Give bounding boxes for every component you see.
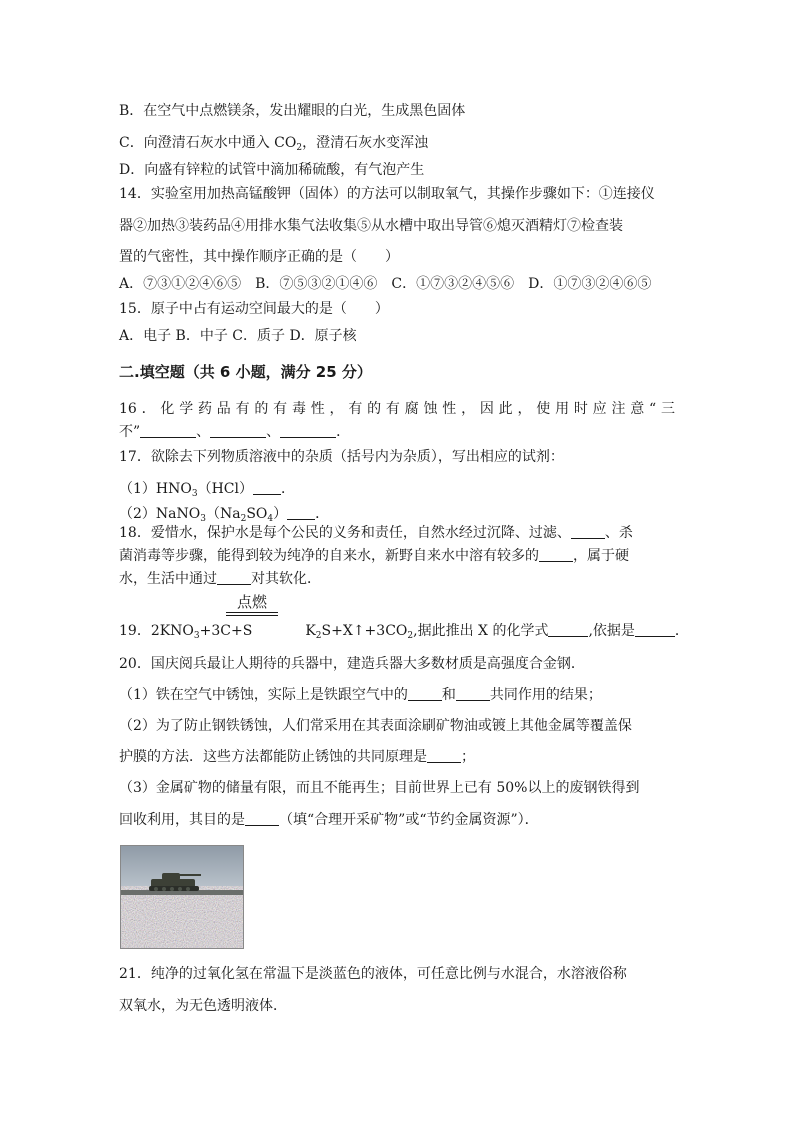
q17-stem: 17．欲除去下列物质溶液中的杂质（括号内为杂质），写出相应的试剂： xyxy=(119,449,564,465)
reaction-condition xyxy=(226,593,278,611)
answer-blank[interactable] xyxy=(408,685,442,701)
q17-item1: $(1)HNO_3(HCl)$ ． xyxy=(119,481,295,499)
answer-blank[interactable] xyxy=(217,569,251,585)
q16-line2: 不” 、 、 ． xyxy=(119,424,351,440)
tank-photo-icon xyxy=(120,845,244,949)
q21-line1: 21．纯净的过氧化氢在常温下是淡蓝色的液体，可任意比例与水混合，水溶液俗称 xyxy=(119,966,627,982)
q20-item1: （1）铁在空气中锈蚀，实际上是铁跟空气中的 和 共同作用的结果； xyxy=(119,687,602,703)
q14-options: A．⑦③①②④⑥⑤ B．⑦⑤③②①④⑥ C．①⑦③②④⑤⑥ D．①⑦③②④⑥⑤ xyxy=(119,276,652,292)
answer-blank[interactable] xyxy=(253,479,281,495)
reaction-condition-text: 点燃 xyxy=(236,593,267,611)
q13-option-b: B．在空气中点燃镁条，发出耀眼的白光，生成黑色固体 xyxy=(119,103,466,119)
answer-blank[interactable] xyxy=(571,523,605,539)
q17-item2: $(2)NaNO_3(Na_2SO_4)$ ． xyxy=(119,506,330,524)
q20-item2-line1: （2）为了防止钢铁锈蚀，人们常采用在其表面涂刷矿物油或镀上其他金属等覆盖保 xyxy=(119,718,632,734)
q20-stem: 20．国庆阅兵最让人期待的兵器中，建造兵器大多数材质是高强度合金钢． xyxy=(119,656,585,672)
answer-blank[interactable] xyxy=(456,685,490,701)
q15-options: A．电子 B．中子 C．质子 D．原子核 xyxy=(119,328,357,344)
q18-line1: 18．爱惜水，保护水是每个公民的义务和责任，自然水经过沉降、过滤、 、杀 xyxy=(119,525,633,541)
q14-line3: 置的气密性，其中操作顺序正确的是（ ） xyxy=(119,249,399,265)
answer-blank[interactable] xyxy=(245,810,279,826)
q15-stem: 15．原子中占有运动空间最大的是（ ） xyxy=(119,301,389,317)
q14-line1: 14．实验室用加热高锰酸钾（固体）的方法可以制取氧气，其操作步骤如下：①连接仪 xyxy=(119,186,655,202)
q20-item2-line2: 护膜的方法．这些方法都能防止锈蚀的共同原理是 ； xyxy=(119,749,475,765)
equals-bar-top xyxy=(226,612,278,613)
q20-item3-line1: （3）金属矿物的储量有限，而且不能再生；目前世界上已有 50%以上的废钢铁得到 xyxy=(119,780,640,796)
answer-blank[interactable] xyxy=(635,621,675,637)
q18-line2: 菌消毒等步骤，能得到较为纯净的自来水，新野自来水中溶有较多的 ，属于硬 xyxy=(119,548,629,564)
q13-option-c: C．向澄清石灰水中通入 $CO_2$，澄清石灰水变浑浊 xyxy=(119,135,429,153)
q19-line: 19．$2KNO_3+3C+S$ $K_2S+X↑+3CO_2$,据此推出 X 的化学式 ,依据是 ． xyxy=(119,623,689,641)
answer-blank[interactable] xyxy=(427,747,461,763)
equals-bar-bottom xyxy=(226,615,278,616)
answer-blank[interactable] xyxy=(287,504,315,520)
answer-blank[interactable] xyxy=(548,621,588,637)
answer-blank[interactable] xyxy=(280,422,336,438)
section-heading: 二.填空题（共 6 小题，满分 25 分） xyxy=(119,363,372,381)
q21-line2: 双氧水，为无色透明液体． xyxy=(119,998,287,1014)
tank-photo-drawing xyxy=(121,846,243,948)
answer-blank[interactable] xyxy=(539,546,573,562)
q13-option-d: D．向盛有锌粒的试管中滴加稀硫酸，有气泡产生 xyxy=(119,162,425,178)
answer-blank[interactable] xyxy=(140,422,196,438)
q14-line2: 器②加热③装药品④用排水集气法收集⑤从水槽中取出导管⑥熄灭酒精灯⑦检查装 xyxy=(119,218,623,234)
q18-line3: 水，生活中通过 对其软化． xyxy=(119,571,321,587)
q20-item3-line2: 回收利用，其目的是 （填“合理开采矿物”或“节约金属资源”）． xyxy=(119,812,539,828)
answer-blank[interactable] xyxy=(210,422,266,438)
q16-line1: 16．化学药品有的有毒性，有的有腐蚀性，因此，使用时应注意“三 xyxy=(119,401,675,417)
